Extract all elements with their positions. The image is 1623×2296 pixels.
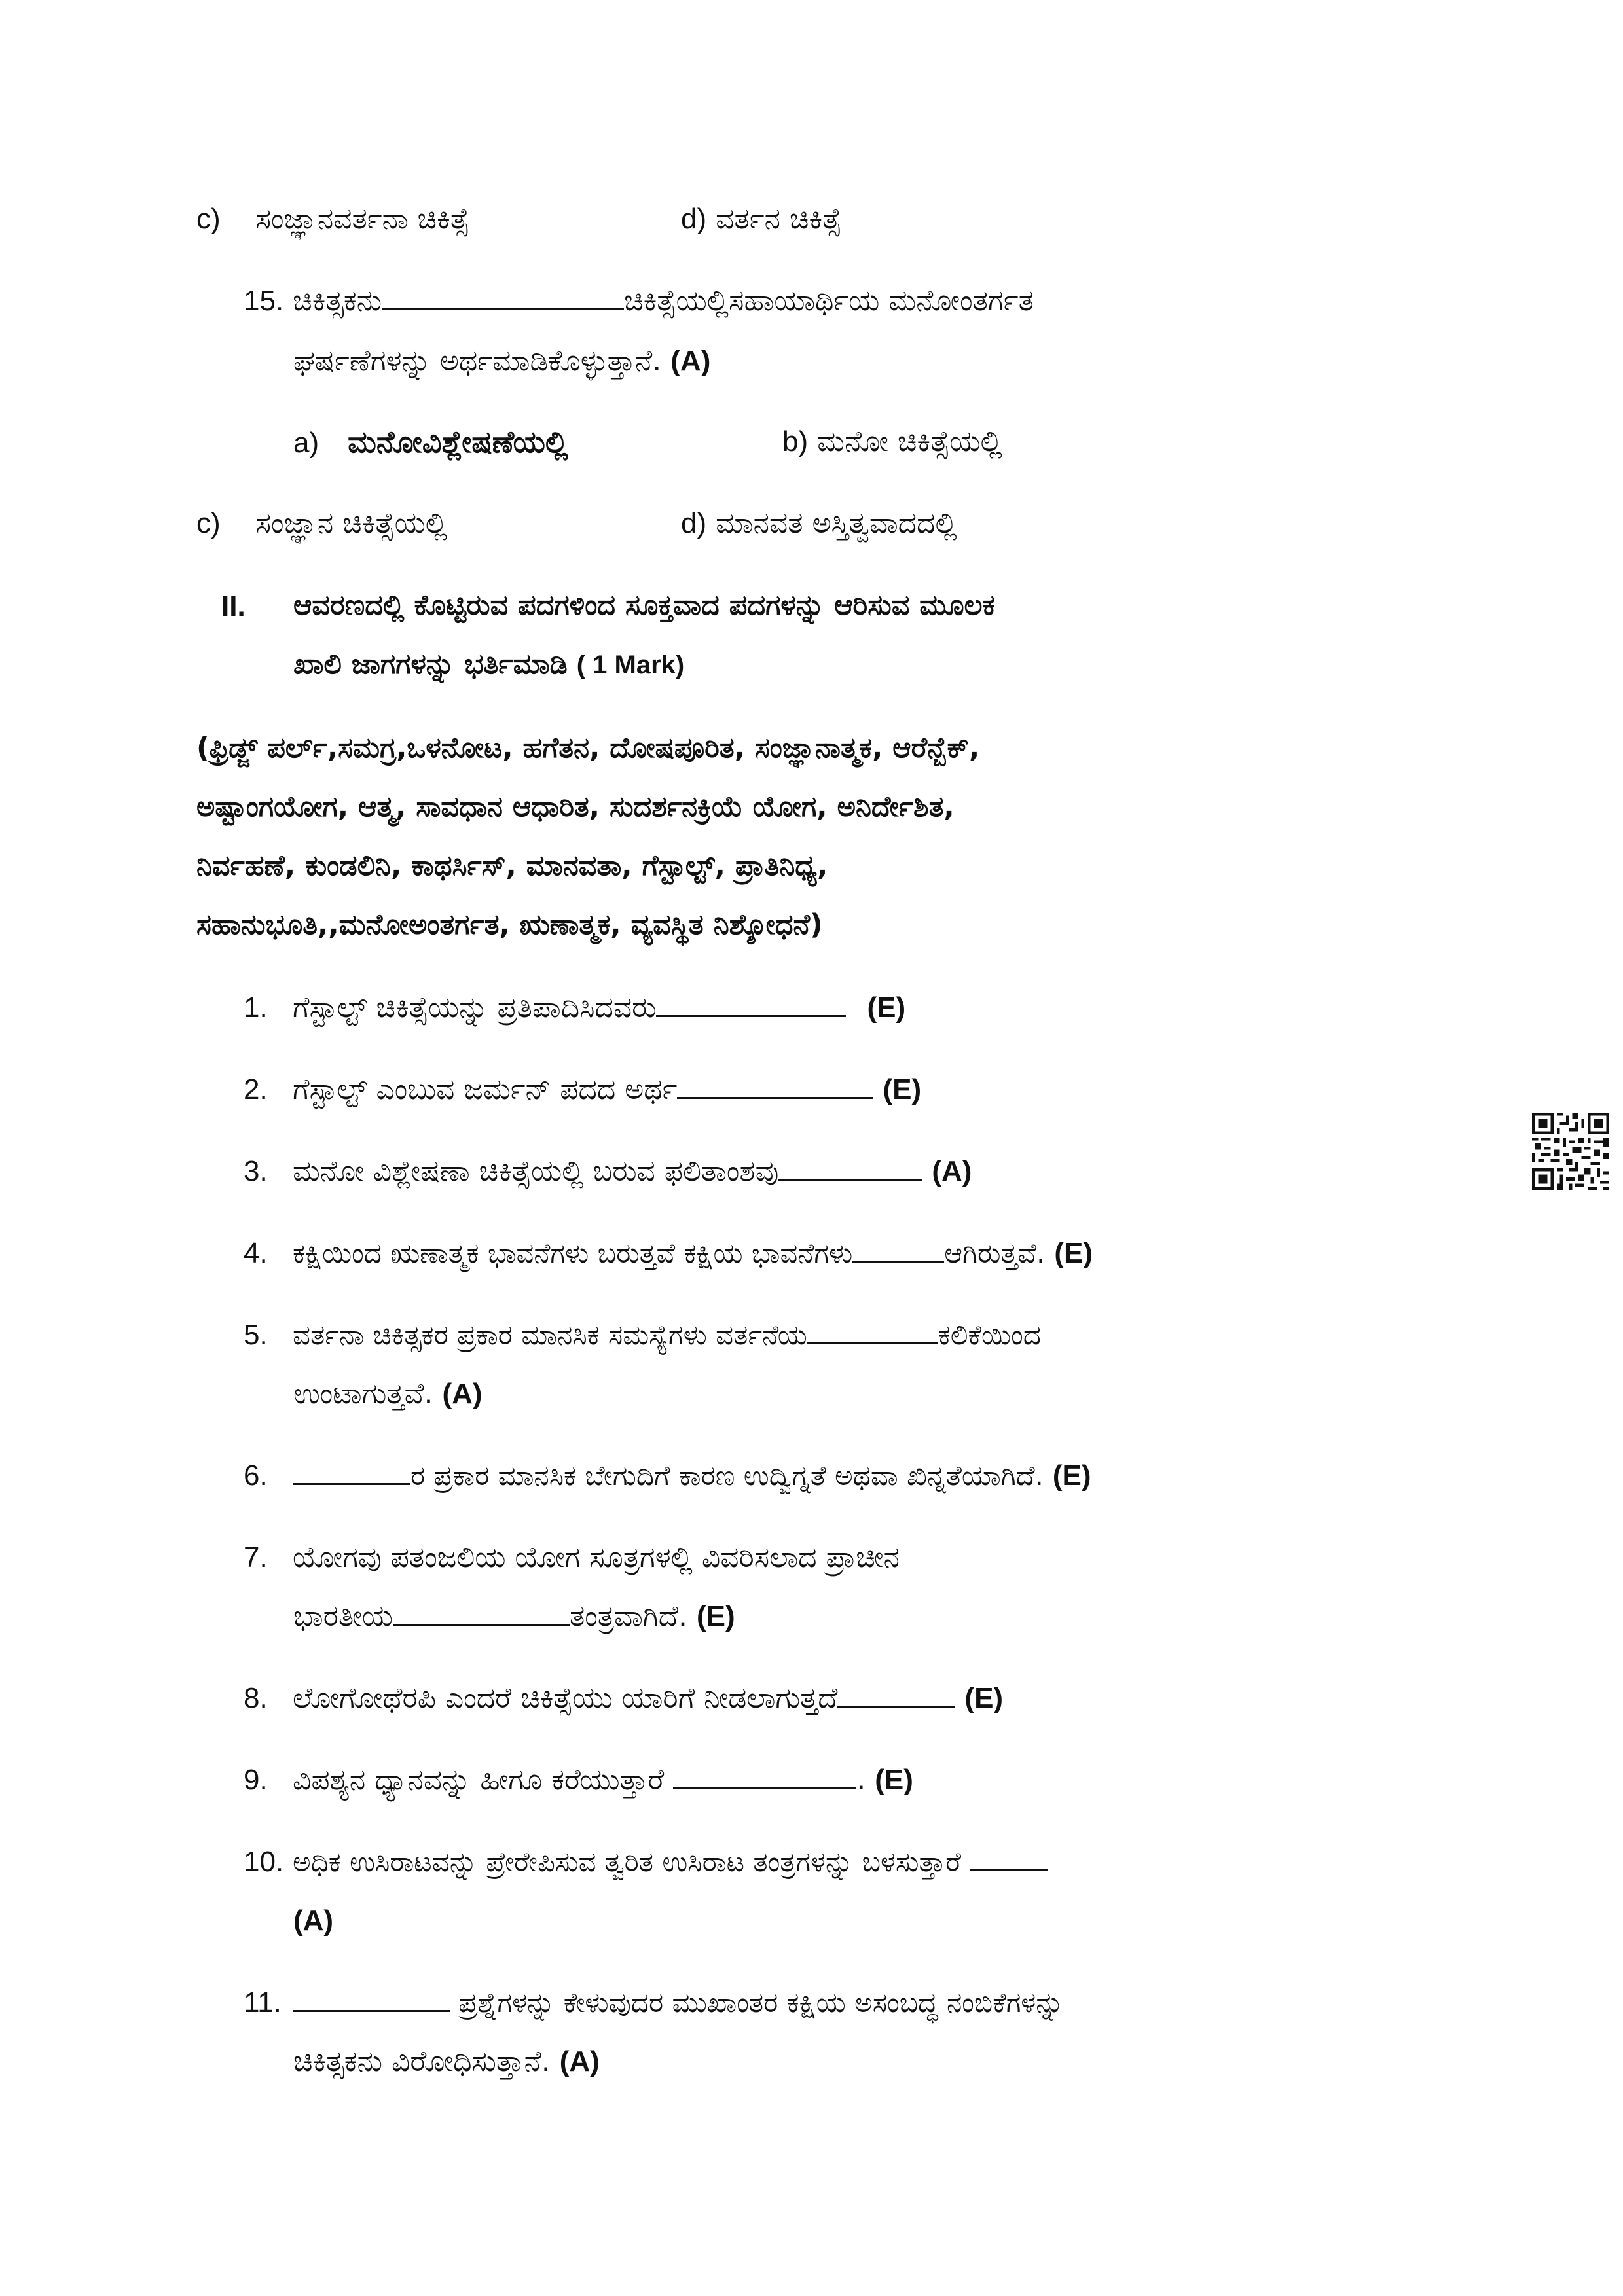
option-label: a)	[293, 427, 319, 459]
question-text: ಪ್ರಶ್ನೆಗಳನ್ನು ಕೇಳುವುದರ ಮುಖಾಂತರ ಕಕ್ಷಿಯ ಅಸಂಬದ್ಧ ನಂಬಿಕೆಗಳನ್ನು	[450, 1986, 1064, 2018]
question-text: ಯೋಗವು ಪತಂಜಲಿಯ ಯೋಗ ಸೂತ್ರಗಳಲ್ಲಿ ವಿವರಿಸಲಾದ ಪ್ರಾಚೀನ	[293, 1541, 900, 1574]
section-2-number: II.	[221, 590, 246, 622]
difficulty-tag: (E)	[964, 1682, 1004, 1714]
section-2-heading-text: ಖಾಲಿ ಜಾಗಗಳನ್ನು ಭರ್ತಿಮಾಡಿ	[293, 648, 568, 681]
fill-question-6	[244, 1456, 1091, 1496]
difficulty-tag: (E)	[1054, 1237, 1093, 1269]
fill-question-5	[244, 1316, 1041, 1355]
word-bank-line-1: (ಫ್ರಿಡ್ಜ್ ಪರ್ಲ್,ಸಮಗ್ರ,ಒಳನೋಟ, ಹಗೆತನ, ದೋಷಪೂರಿತ, ಸಂಜ್ಞಾನಾತ್ಮಕ, ಆರೆನ್ಬೆಕ್,	[196, 732, 980, 764]
q15-option-d	[681, 504, 957, 543]
question-number: 1.	[244, 992, 268, 1024]
answer-blank	[382, 282, 624, 310]
question-number: 4.	[244, 1237, 268, 1269]
answer-blank	[852, 1234, 944, 1263]
option-label: c)	[196, 507, 221, 539]
difficulty-tag: (E)	[875, 1764, 913, 1796]
question-text: ಭಾರತೀಯ	[293, 1600, 393, 1633]
question-number: 10.	[244, 1846, 284, 1878]
fill-question-9	[244, 1761, 913, 1800]
difficulty-tag: (A)	[442, 1378, 483, 1410]
question-text: ಉಂಟಾಗುತ್ತವೆ.	[293, 1377, 433, 1410]
section-2-heading-line2	[293, 645, 684, 685]
section-2-heading-line1: ಆವರಣದಲ್ಲಿ ಕೊಟ್ಟಿರುವ ಪದಗಳಿಂದ ಸೂಕ್ತವಾದ ಪದಗಳನ್ನು ಆರಿಸುವ ಮೂಲಕ	[293, 589, 995, 622]
fill-question-5-line2	[293, 1374, 483, 1414]
difficulty-tag: (A)	[670, 345, 711, 377]
fill-question-7-line2	[293, 1597, 735, 1636]
answer-blank	[656, 989, 846, 1017]
fill-question-11	[244, 1983, 1064, 2022]
question-text: .	[856, 1763, 866, 1797]
question-number: 6.	[244, 1460, 268, 1492]
q14-option-d	[681, 200, 841, 239]
question-number: 5.	[244, 1319, 268, 1351]
difficulty-tag: (A)	[559, 2045, 600, 2077]
word-bank-line-4: ಸಹಾನುಭೂತಿ,,ಮನೋಅಂತರ್ಗತ, ಋಣಾತ್ಮಕ, ವ್ಯವಸ್ಥಿತ ನಿಶ್ಶೋಧನೆ)	[196, 908, 823, 941]
question-text: ಮನೋ ವಿಶ್ಲೇಷಣಾ ಚಿಕಿತ್ಸೆಯಲ್ಲಿ ಬರುವ ಫಲಿತಾಂಶವು	[293, 1155, 779, 1188]
answer-blank	[673, 1761, 856, 1789]
answer-blank	[293, 1984, 450, 2012]
question-text: ಘರ್ಷಣೆಗಳನ್ನು ಅರ್ಥಮಾಡಿಕೊಳ್ಳುತ್ತಾನೆ.	[293, 344, 662, 378]
option-text: ಮನೋವಿಶ್ಲೇಷಣೆಯಲ್ಲಿ	[348, 424, 568, 459]
fill-question-10	[244, 1842, 1048, 1882]
question-number: 11.	[244, 1986, 282, 2018]
fill-question-7	[244, 1538, 900, 1577]
question-number: 2.	[244, 1073, 268, 1105]
marks-label: ( 1 Mark)	[576, 651, 685, 679]
fill-question-1	[244, 988, 905, 1028]
option-label: b)	[782, 425, 809, 457]
question-number: 15.	[244, 285, 284, 317]
question-text: ಚಿಕಿತ್ಸಕನು	[293, 284, 382, 317]
difficulty-tag: (E)	[883, 1073, 922, 1105]
question-text: ಗೆಸ್ಟಾಲ್ಟ್ ಎಂಬುವ ಜರ್ಮನ್ ಪದದ ಅರ್ಥ	[293, 1073, 678, 1106]
question-text: ರ ಪ್ರಕಾರ ಮಾನಸಿಕ ಬೇಗುದಿಗೆ ಕಾರಣ ಉದ್ವಿಗ್ನತೆ ಅಥವಾ ಖಿನ್ನತೆಯಾಗಿದೆ.	[410, 1460, 1044, 1492]
question-number: 8.	[244, 1682, 268, 1714]
question-text: ಕಕ್ಷಿಯಿಂದ ಋಣಾತ್ಮಕ ಭಾವನೆಗಳು ಬರುತ್ತವೆ ಕಕ್ಷಿಯ ಭಾವನೆಗಳು	[293, 1237, 853, 1269]
option-text: ಸಂಜ್ಞಾನ ಚಿಕಿತ್ಸೆಯಲ್ಲಿ	[255, 507, 448, 540]
q14-option-c	[196, 200, 469, 239]
fill-question-8	[244, 1679, 1003, 1718]
fill-question-2	[244, 1070, 921, 1109]
fill-question-10-line2	[293, 1901, 333, 1941]
qr-code-icon	[1532, 1113, 1609, 1190]
question-text: ಚಿಕಿತ್ಸಕನು ವಿರೋಧಿಸುತ್ತಾನೆ.	[293, 2045, 551, 2078]
difficulty-tag: (A)	[293, 1905, 334, 1937]
question-text: ಲೋಗೋಥೆರಪಿ ಎಂದರೆ ಚಿಕಿತ್ಸೆಯು ಯಾರಿಗೆ ನೀಡಲಾಗುತ್ತದೆ	[293, 1681, 838, 1715]
question-15-line2	[293, 342, 710, 381]
question-text: ಅಧಿಕ ಉಸಿರಾಟವನ್ನು ಪ್ರೇರೇಪಿಸುವ ತ್ವರಿತ ಉಸಿರಾಟ ತಂತ್ರಗಳನ್ನು ಬಳಸುತ್ತಾರೆ	[293, 1846, 970, 1878]
q15-option-a	[293, 422, 568, 463]
option-label: d)	[681, 507, 707, 539]
option-text: ಮನೋ ಚಿಕಿತ್ಸೆಯಲ್ಲಿ	[817, 425, 1002, 458]
question-text: ಕಲಿಕೆಯಿಂದ	[938, 1319, 1041, 1351]
question-text: ಗೆಸ್ಟಾಲ್ಟ್ ಚಿಕಿತ್ಸೆಯನ್ನು ಪ್ರತಿಪಾದಿಸಿದವರು	[293, 991, 657, 1024]
answer-blank	[807, 1316, 938, 1344]
question-text: ತಂತ್ರವಾಗಿದೆ.	[569, 1600, 687, 1633]
question-number: 9.	[244, 1764, 268, 1796]
q15-option-b	[782, 422, 1002, 461]
fill-question-3	[244, 1152, 972, 1191]
answer-blank	[837, 1679, 955, 1708]
fill-question-11-line2	[293, 2042, 600, 2081]
difficulty-tag: (E)	[1052, 1460, 1091, 1492]
question-text: ಆಗಿರುತ್ತವೆ.	[944, 1237, 1046, 1269]
question-text: ವರ್ತನಾ ಚಿಕಿತ್ಸಕರ ಪ್ರಕಾರ ಮಾನಸಿಕ ಸಮಸ್ಯೆಗಳು ವರ್ತನೆಯ	[293, 1319, 807, 1351]
question-number: 7.	[244, 1541, 268, 1573]
option-label: c)	[196, 203, 221, 235]
option-text: ಮಾನವತ ಅಸ್ತಿತ್ವವಾದದಲ್ಲಿ	[716, 507, 957, 540]
difficulty-tag: (E)	[867, 992, 906, 1024]
question-15-line1	[244, 281, 1034, 321]
answer-blank	[778, 1153, 922, 1181]
answer-blank	[677, 1071, 873, 1099]
option-text: ಸಂಜ್ಞಾನವರ್ತನಾ ಚಿಕಿತ್ಸೆ	[255, 202, 469, 236]
answer-blank	[293, 1457, 410, 1485]
difficulty-tag: (A)	[932, 1155, 972, 1187]
option-label: d)	[681, 203, 707, 235]
fill-question-4	[244, 1234, 1093, 1273]
word-bank-line-2: ಅಷ್ಟಾಂಗಯೋಗ, ಆತ್ಮ, ಸಾವಧಾನ ಆಧಾರಿತ, ಸುದರ್ಶನಕ್ರಿಯೆ ಯೋಗ, ಅನಿರ್ದೇಶಿತ,	[196, 791, 955, 823]
answer-blank	[970, 1843, 1048, 1871]
difficulty-tag: (E)	[696, 1600, 735, 1632]
question-text: ಚಿಕಿತ್ಸೆಯಲ್ಲಿಸಹಾಯಾರ್ಥಿಯ ಮನೋಂತರ್ಗತ	[624, 284, 1034, 317]
word-bank-line-3: ನಿರ್ವಹಣೆ, ಕುಂಡಲಿನಿ, ಕಾಥರ್ಸಿಸ್, ಮಾನವತಾ, ಗೆಸ್ಟಾಲ್ಟ್, ಪ್ರಾತಿನಿಧ್ಯ,	[196, 850, 828, 882]
answer-blank	[393, 1598, 570, 1626]
question-number: 3.	[244, 1155, 268, 1187]
option-text: ವರ್ತನ ಚಿಕಿತ್ಸೆ	[716, 202, 842, 236]
question-text: ವಿಪಶ್ಯನ ಧ್ಯಾನವನ್ನು ಹೀಗೂ ಕರೆಯುತ್ತಾರೆ	[293, 1763, 674, 1797]
q15-option-c	[196, 504, 447, 543]
